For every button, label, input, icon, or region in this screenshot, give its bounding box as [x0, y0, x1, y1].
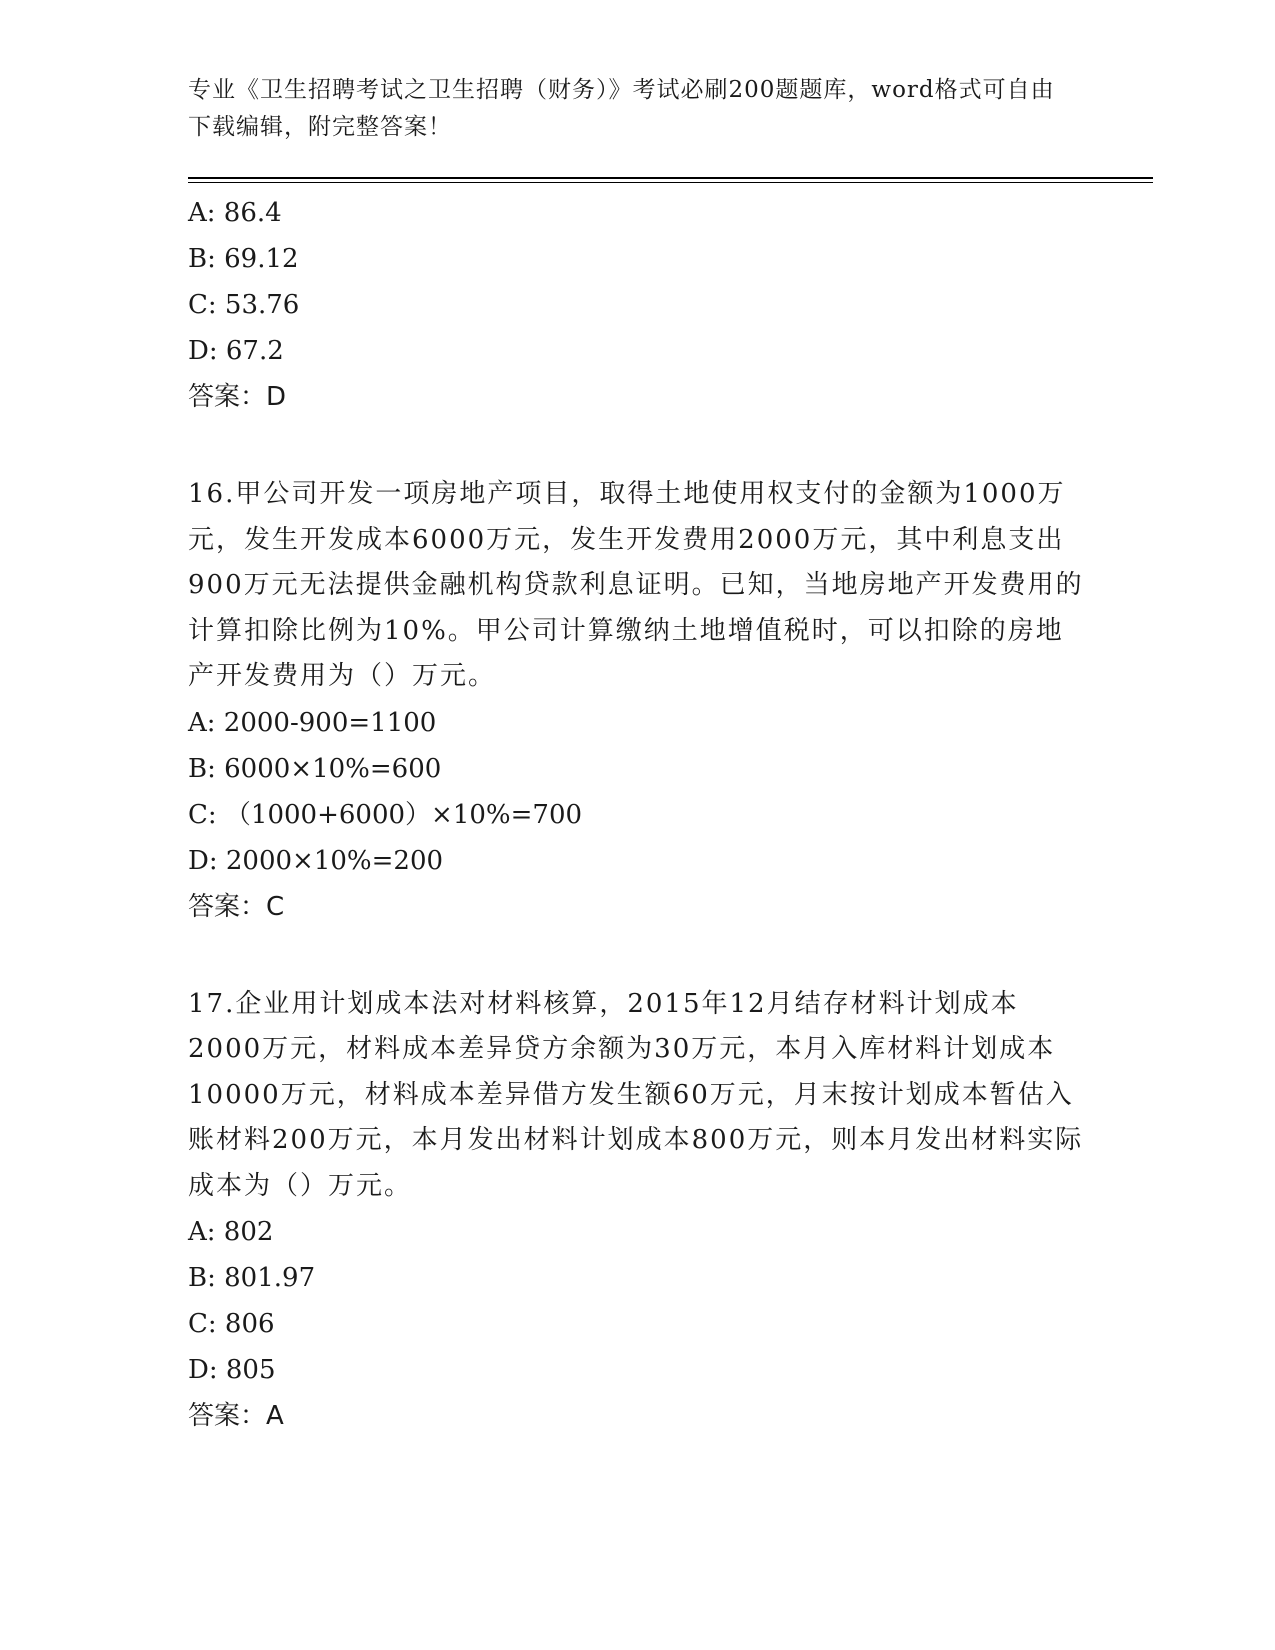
question-block-prev — [188, 190, 1088, 420]
option-c: C: （1000+6000）×10%=700 — [188, 799, 583, 830]
header-divider-thin — [188, 182, 1153, 183]
option-a: A: 86.4 — [188, 198, 282, 228]
question-block-17 — [188, 982, 1088, 1440]
option-c: C: 53.76 — [188, 290, 300, 320]
answer-line: 答案：C — [188, 891, 285, 922]
option-d: D: 67.2 — [188, 336, 284, 366]
answer-line: 答案：D — [188, 382, 287, 412]
option-b: B: 801.97 — [188, 1263, 316, 1293]
document-body — [188, 190, 1088, 1439]
question-text: 16.甲公司开发一项房地产项目，取得土地使用权支付的金额为1000万元，发生开发成本6000万元，发生开发费用2000万元，其中利息支出900万元无法提供金融机构贷款利息证明。已知，当地房地产开发费用的计算扣除比例为10%。甲公司计算缴纳土地增值税时，可以扣除的房地产开发费用为（）万元。 — [188, 479, 1084, 691]
option-d: D: 2000×10%=200 — [188, 845, 444, 876]
header-divider-thick — [188, 177, 1153, 179]
option-a: A: 802 — [188, 1217, 274, 1247]
option-c: C: 806 — [188, 1309, 275, 1339]
document-header: 专业《卫生招聘考试之卫生招聘（财务）》考试必刷200题题库，word格式可自由下载编辑，附完整答案！ — [188, 77, 1055, 140]
option-d: D: 805 — [188, 1355, 276, 1385]
question-text: 17.企业用计划成本法对材料核算，2015年12月结存材料计划成本2000万元，材料成本差异贷方余额为30万元，本月入库材料计划成本10000万元，材料成本差异借方发生额60万元，月末按计划成本暂估入账材料200万元，本月发出材料计划成本800万元，则本月发出材料实际成本为（）万元。 — [188, 988, 1084, 1201]
option-a: A: 2000-900=1100 — [188, 707, 437, 738]
option-b: B: 6000×10%=600 — [188, 753, 442, 784]
answer-line: 答案：A — [188, 1401, 284, 1431]
question-block-16 — [188, 472, 1088, 930]
option-b: B: 69.12 — [188, 244, 299, 274]
